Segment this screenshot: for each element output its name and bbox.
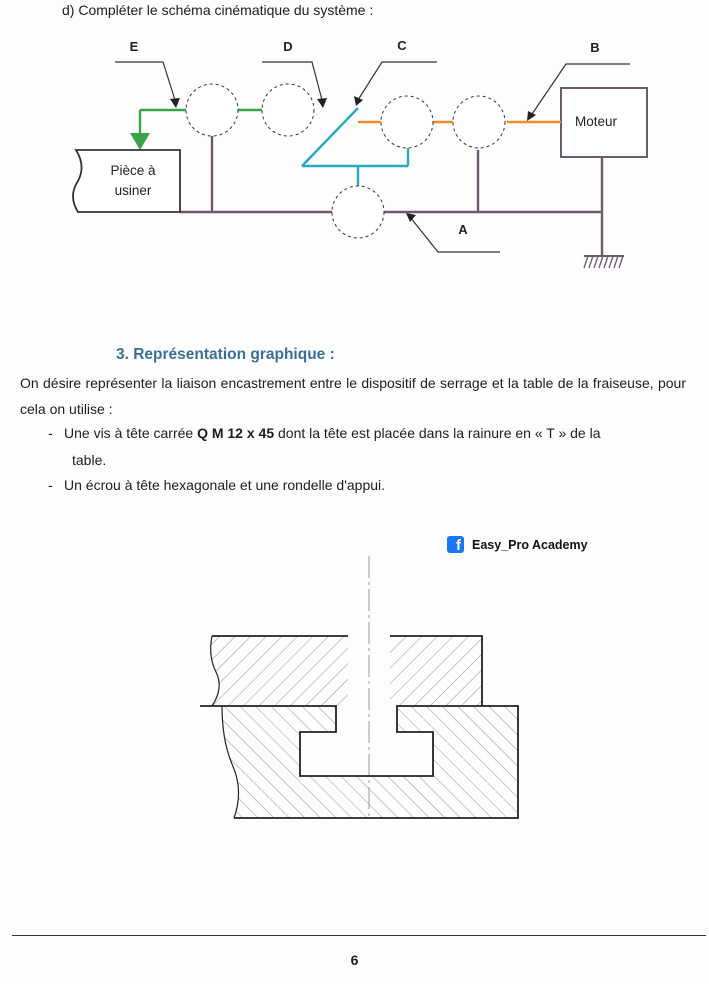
motor-label: Moteur <box>574 114 618 129</box>
question-d-heading: d) Compléter le schéma cinématique du système : <box>62 2 374 18</box>
page-number: 6 <box>350 952 359 968</box>
watermark-text: Easy_Pro Academy <box>472 537 588 552</box>
piece-label-1: Pièce à <box>110 163 156 178</box>
footer-divider <box>12 935 706 936</box>
clamp-right <box>390 636 482 706</box>
bullet-item-screw <box>48 420 688 474</box>
bullet-dash: - <box>48 425 53 441</box>
label-b: B <box>590 40 600 55</box>
bullet-text: Une vis à tête carrée <box>64 425 194 441</box>
liaison-circles <box>186 84 505 238</box>
section-paragraph: On désire représenter la liaison encastrement entre le dispositif de serrage et la table de la fraiseuse, pour cela on utilise : <box>20 375 686 417</box>
bullet-bold: Q M 12 x 45 <box>197 425 275 441</box>
liaison-circle <box>381 96 433 148</box>
assembly-drawing <box>0 550 709 850</box>
bullet-item-nut <box>48 472 688 499</box>
bullet-text: Un écrou à tête hexagonale et une rondelle d'appui. <box>64 477 386 493</box>
clamp-left <box>211 636 348 706</box>
label-a: A <box>458 222 468 237</box>
liaison-circle <box>262 84 314 136</box>
bullet-dash: - <box>48 477 53 493</box>
table <box>222 706 518 818</box>
frame <box>180 136 602 255</box>
kinematic-diagram <box>0 30 709 280</box>
piece-box <box>73 150 180 212</box>
piece-label-2: usiner <box>114 183 152 198</box>
liaison-circle <box>332 186 384 238</box>
green-arrow-icon <box>130 133 150 150</box>
label-e: E <box>129 39 139 54</box>
label-c: C <box>397 38 407 53</box>
ground-symbol <box>584 256 624 268</box>
facebook-icon: f <box>447 536 464 553</box>
section-title: 3. Représentation graphique : <box>116 346 335 363</box>
liaison-circle <box>186 84 238 136</box>
liaison-circle <box>453 96 505 148</box>
label-d: D <box>283 39 293 54</box>
bullet-continuation: table. <box>72 452 107 468</box>
bullet-rest: dont la tête est placée dans la rainure en « T » de la <box>278 425 601 441</box>
